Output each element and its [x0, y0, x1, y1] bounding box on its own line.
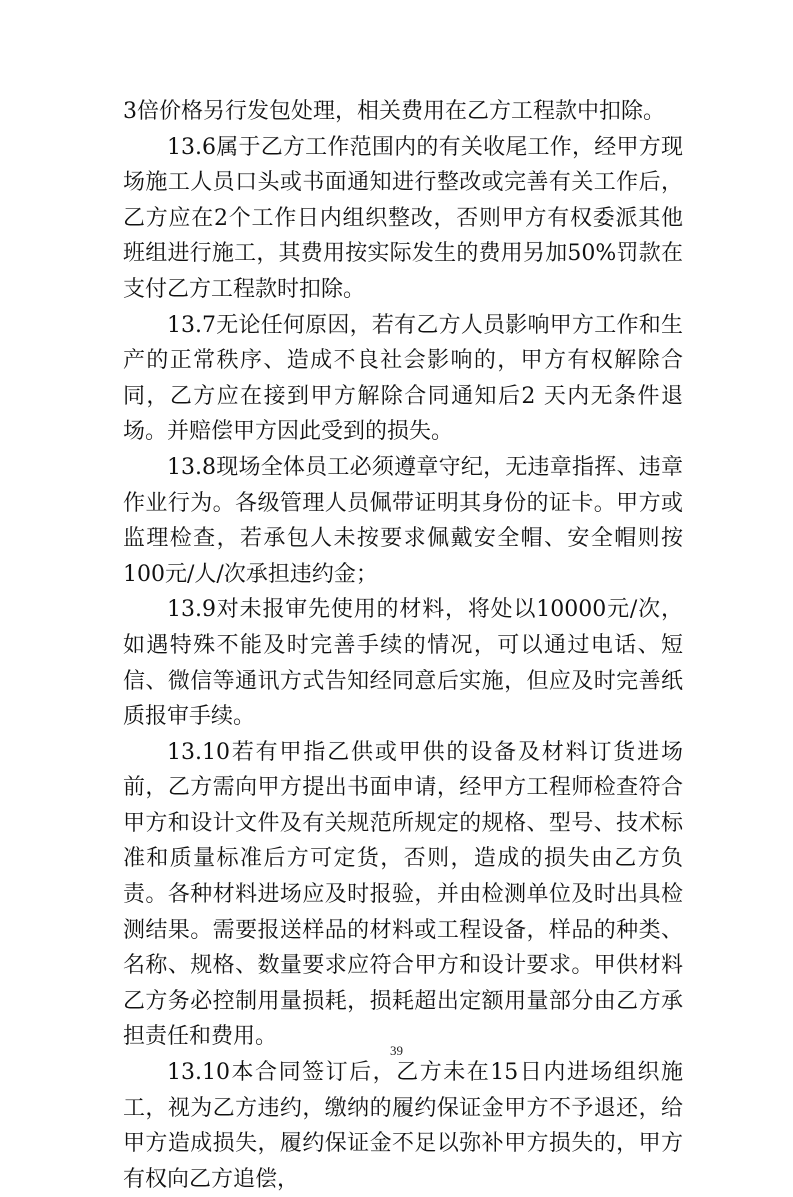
page-number: 39: [390, 1043, 403, 1058]
paragraph-clause-13-6: 13.6属于乙方工作范围内的有关收尾工作，经甲方现场施工人员口头或书面通知进行整改或完善有关工作后，乙方应在2个工作日内组织整改，否则甲方有权委派其他班组进行施工，其费用按实际发生的费用另加50%罚款在支付乙方工程款时扣除。: [123, 134, 683, 302]
paragraph-continuation: 3倍价格另行发包处理，相关费用在乙方工程款中扣除。: [123, 99, 665, 124]
body-text: [123, 94, 683, 1197]
paragraph-clause-13-7: 13.7无论任何原因，若有乙方人员影响甲方工作和生产的正常秩序、造成不良社会影响的，甲方有权解除合同，乙方应在接到甲方解除合同通知后2 天内无条件退场。并赔偿甲方因此受到的损失。: [123, 312, 683, 445]
paragraph-clause-13-8: 13.8现场全体员工必须遵章守纪，无违章指挥、违章作业行为。各级管理人员佩带证明其身份的证卡。甲方或监理检查，若承包人未按要求佩戴安全帽、安全帽则按100元/人/次承担违约金；: [123, 454, 683, 587]
paragraph-clause-13-9: 13.9对未报审先使用的材料，将处以10000元/次，如遇特殊不能及时完善手续的情况，可以通过电话、短信、微信等通讯方式告知经同意后实施，但应及时完善纸质报审手续。: [123, 597, 683, 730]
paragraph-clause-13-10-a: 13.10若有甲指乙供或甲供的设备及材料订货进场前，乙方需向甲方提出书面申请，经甲方工程师检查符合甲方和设计文件及有关规范所规定的规格、型号、技术标准和质量标准后方可定货，否则，造成的损失由乙方负责。各种材料进场应及时报验，并由检测单位及时出具检测结果。需要报送样品的材料或工程设备，样品的种类、名称、规格、数量要求应符合甲方和设计要求。甲供材料乙方务必控制用量损耗，损耗超出定额用量部分由乙方承担责任和费用。: [123, 739, 683, 1050]
paragraph-clause-13-10-b: 13.10本合同签订后，乙方未在15日内进场组织施工，视为乙方违约，缴纳的履约保证金甲方不予退还，给甲方造成损失，履约保证金不足以弥补甲方损失的，甲方有权向乙方追偿，: [123, 1060, 683, 1192]
